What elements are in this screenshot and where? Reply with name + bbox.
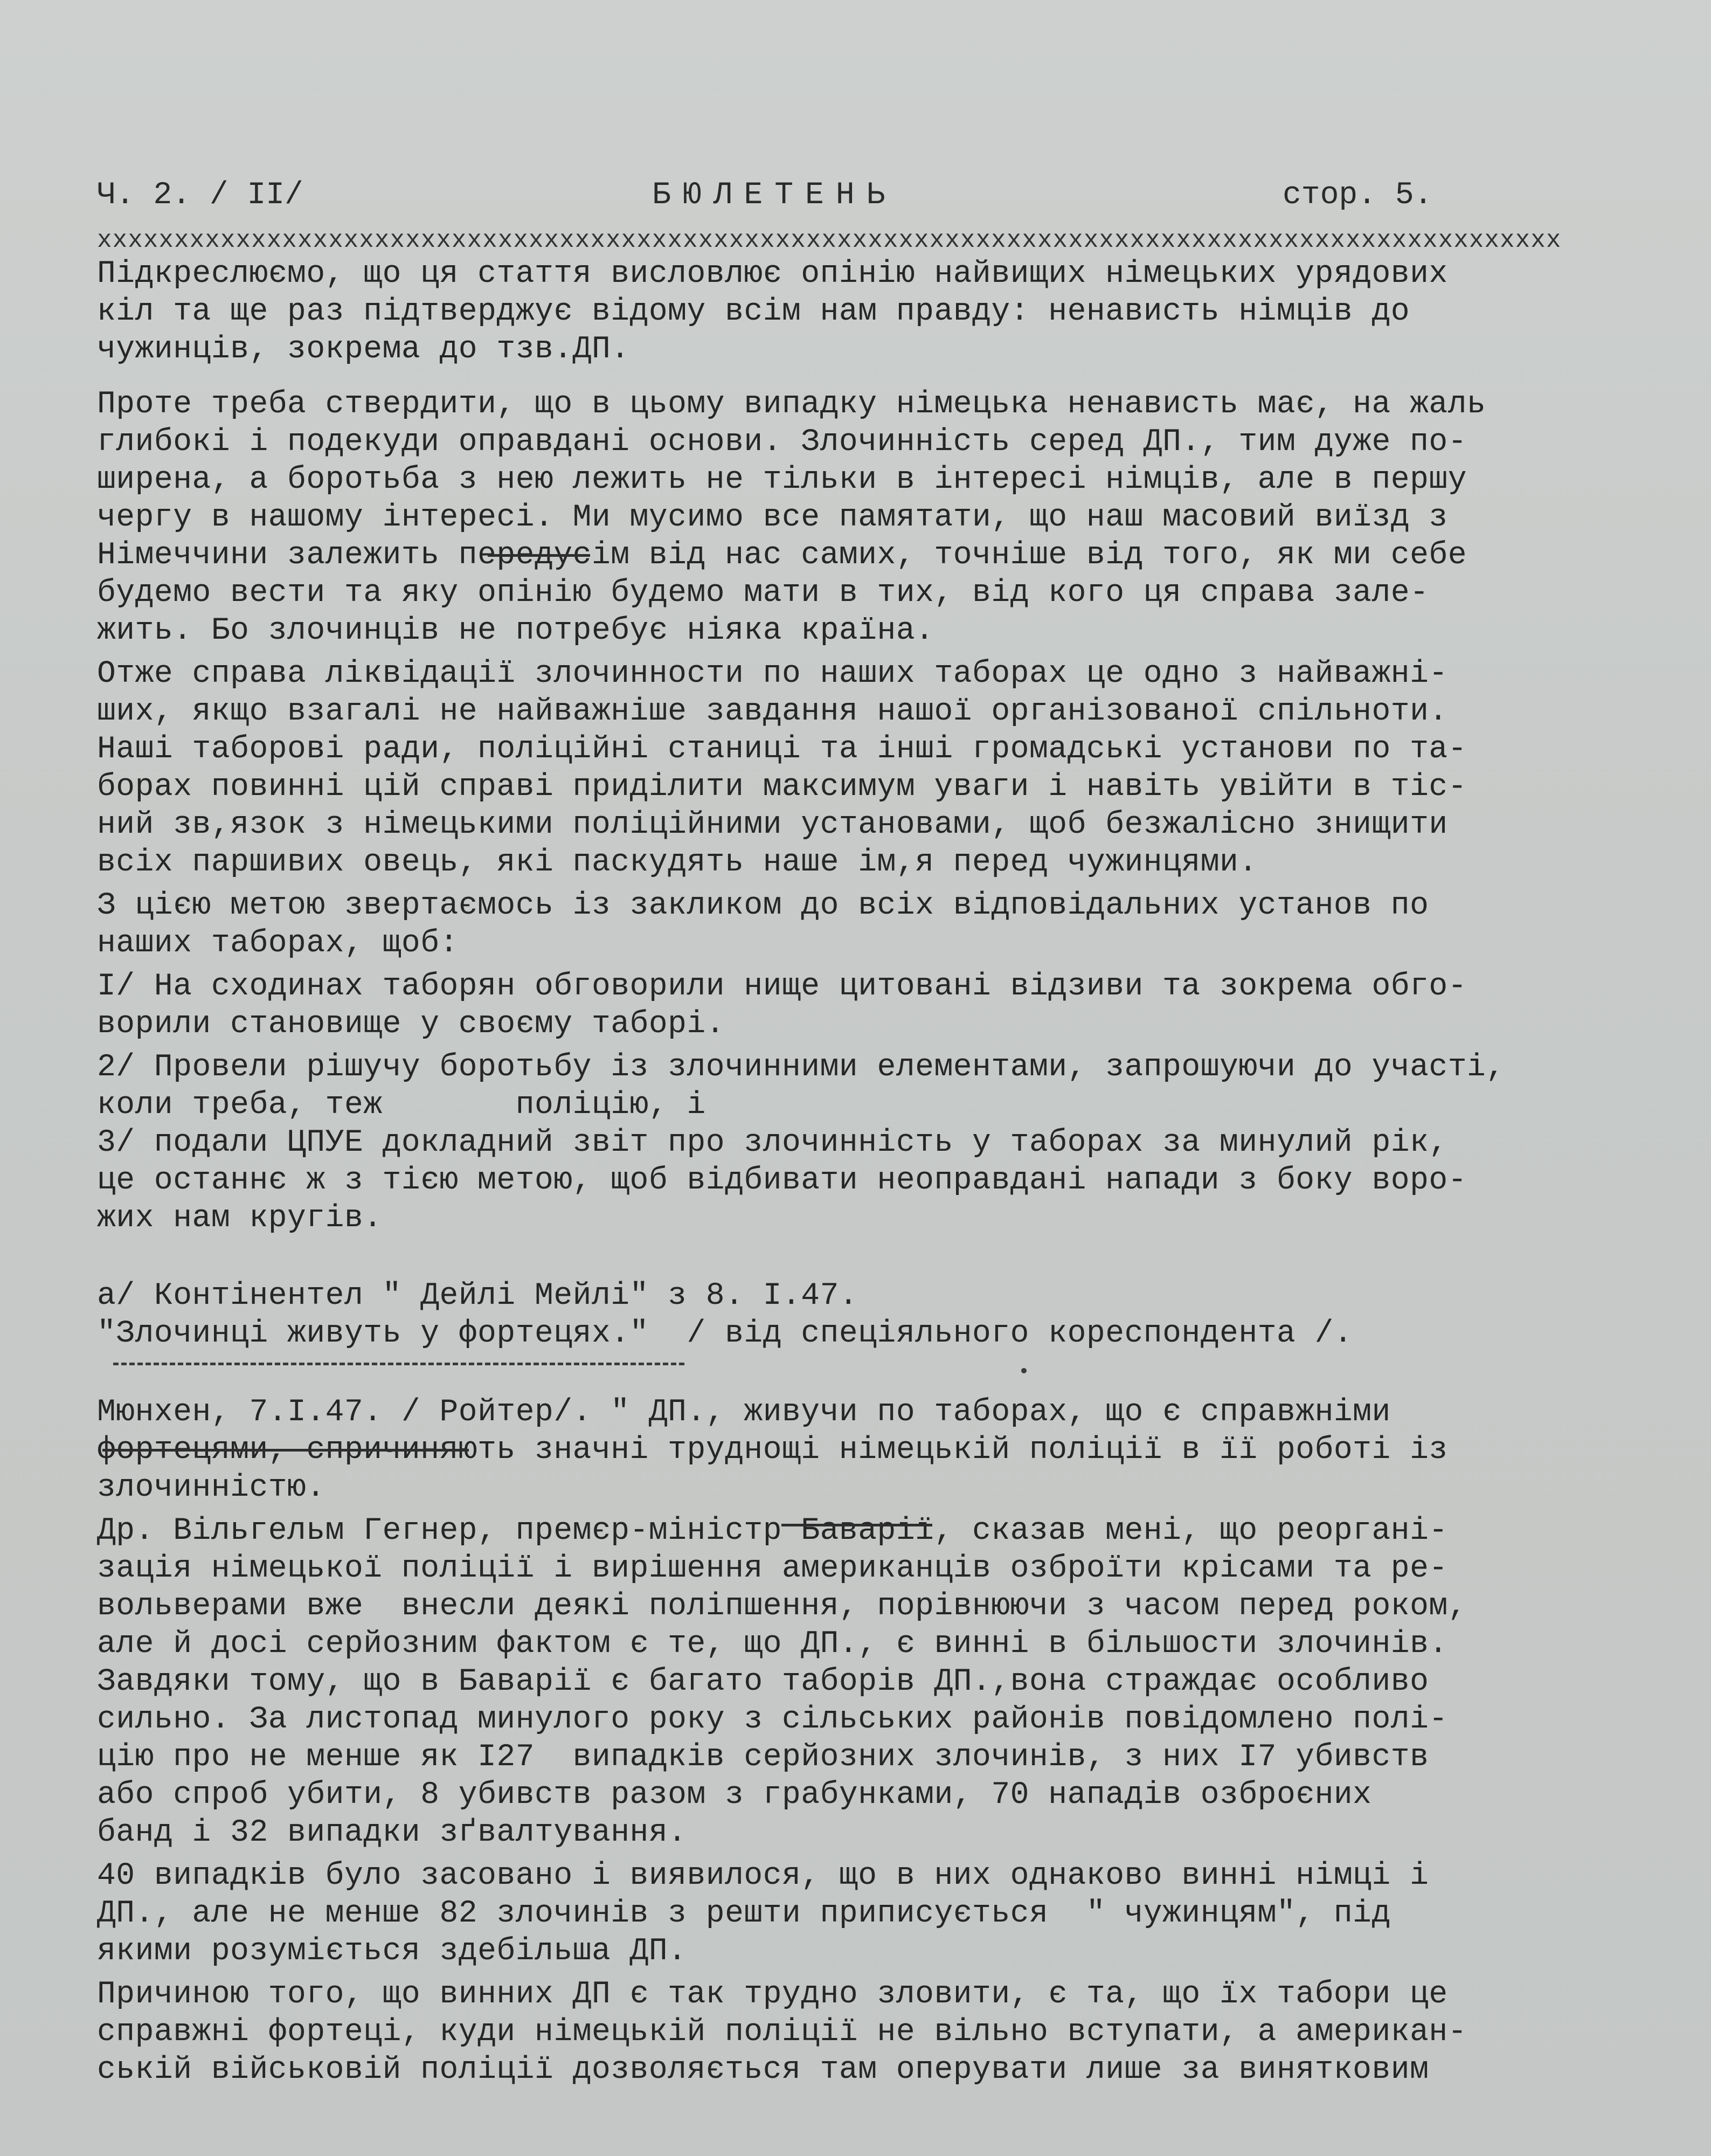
body-line: ний зв,язок з німецькими поліційними установами, щоб безжалісно знищити (97, 807, 1448, 842)
strikethrough-mark (102, 1449, 469, 1452)
article-line: або спроб убити, 8 убивств разом з грабунками, 70 нападів озброєних (97, 1778, 1372, 1813)
article-line: вольверами вже внесли деякі поліпшення, порівнюючи з часом перед роком, (97, 1589, 1467, 1624)
article-line: Мюнхен, 7.І.47. / Ройтер/. " ДП., живучи по таборах, що є справжніми (97, 1395, 1391, 1430)
strikethrough-mark (488, 554, 590, 557)
article-line: але й досі серйозним фактом є те, що ДП., є винні в більшости злочинів. (97, 1627, 1448, 1662)
article-line: Причиною того, що винних ДП є так трудно зловити, є та, що їх табори це (97, 1977, 1448, 2012)
article-line: цію про не менше як І27 випадків серйозних злочинів, з них І7 убивств (97, 1740, 1429, 1775)
body-line: кіл та ще раз підтверджує відому всім нам правду: ненависть німців до (97, 294, 1410, 329)
body-line: 2/ Провели рішучу боротьбу із злочинними елементами, запрошуючи до участі, (97, 1050, 1505, 1085)
body-line: чужинців, зокрема до тзв.ДП. (97, 332, 630, 367)
body-line: глибокі і подекуди оправдані основи. Злочинність серед ДП., тим дуже по- (97, 425, 1467, 460)
body-line: 3/ подали ЦПУЕ докладний звіт про злочинність у таборах за минулий рік, (97, 1125, 1448, 1160)
body-line: це останнє ж з тією метою, щоб відбивати неоправдані напади з боку воро- (97, 1163, 1467, 1198)
issue-number: Ч. 2. / II/ (97, 178, 303, 213)
body-line: І/ На сходинах таборян обговорили нище цитовані відзиви та зокрема обго- (97, 969, 1467, 1004)
body-line: З цією метою звертаємось із закликом до всіх відповідальних установ по (97, 888, 1429, 923)
body-line: Наші таборові ради, поліційні станиці та інші громадські установи по та- (97, 732, 1467, 767)
headline-underline (113, 1363, 684, 1365)
article-line: Др. Вільгельм Гегнер, премєр-міністр Баварії, сказав мені, що реоргані- (97, 1514, 1448, 1549)
article-line: 40 випадків було засовано і виявилося, що в них однаково винні німці і (97, 1858, 1429, 1894)
article-line: якими розуміється здебільша ДП. (97, 1934, 687, 1969)
article-line: ДП., але не менше 82 злочинів з решти приписується " чужинцям", під (97, 1896, 1391, 1931)
article-headline: "Злочинці живуть у фортецях." / від спеціяльного кореспондента /. (97, 1316, 1353, 1351)
article-line: справжні фортеці, куди німецькій поліції не вільно вступати, а американ- (97, 2015, 1467, 2050)
body-line: наших таборах, щоб: (97, 926, 459, 961)
body-line: Підкреслюємо, що ця стаття висловлює опінію найвищих німецьких урядових (97, 257, 1448, 292)
body-line: всіх паршивих овець, які паскудять наше ім,я перед чужинцями. (97, 845, 1258, 880)
body-line: коли треба, теж поліцію, і (97, 1088, 706, 1123)
article-line: банд і 32 випадки зґвалтування. (97, 1815, 687, 1850)
body-line: Проте треба ствердити, що в цьому випадку німецька ненависть має, на жаль (97, 387, 1486, 422)
body-line: ворили становище у своєму таборі. (97, 1007, 725, 1042)
ink-speck (1021, 1368, 1027, 1373)
article-line: Завдяки тому, що в Баварії є багато таборів ДП.,вона страждає особливо (97, 1664, 1429, 1699)
body-line: Німеччини залежить передусім від нас самих, точніше від того, як ми себе (97, 538, 1467, 573)
page-title: БЮЛЕТЕНЬ (652, 178, 897, 213)
body-line: жих нам кругів. (97, 1201, 383, 1236)
article-line: сильно. За листопад минулого року з сільських районів повідомлено полі- (97, 1702, 1448, 1737)
body-line: борах повинні цій справі приділити максимум уваги і навіть увійти в тіс- (97, 770, 1467, 805)
page-number: стор. 5. (1283, 178, 1433, 213)
article-line: зація німецької поліції і вирішення американців озброїти крісами та ре- (97, 1551, 1448, 1586)
body-line: чергу в нашому інтересі. Ми мусимо все памятати, що наш масовий виїзд з (97, 500, 1448, 535)
strikethrough-mark (781, 1524, 932, 1526)
article-source: а/ Контінентел " Дейлі Мейлі" з 8. І.47. (97, 1279, 858, 1314)
article-line: ській військовій поліції дозволяється там оперувати лише за винятковим (97, 2053, 1429, 2088)
body-line: будемо вести та яку опінію будемо мати в тих, від кого ця справа зале- (97, 576, 1429, 611)
body-line: ширена, а боротьба з нею лежить не тільки в інтересі німців, але в першу (97, 462, 1467, 497)
body-line: жить. Бо злочинців не потребує ніяка країна. (97, 613, 934, 648)
body-line: ших, якщо взагалі не найважніше завдання нашої організованої спільноти. (97, 694, 1448, 729)
article-line: злочинністю. (97, 1470, 325, 1505)
separator-line: xxxxxxxxxxxxxxxxxxxxxxxxxxxxxxxxxxxxxxxxxxxxxxxxxxxxxxxxxxxxxxxxxxxxxxxxxxxxxxxxxxxxxxxxxxxxxxx (97, 226, 1562, 254)
article-line: фортецями, спричиняють значні труднощі німецькій поліції в її роботі із (97, 1433, 1448, 1468)
body-line: Отже справа ліквідації злочинности по наших таборах це одно з найважні- (97, 657, 1448, 692)
